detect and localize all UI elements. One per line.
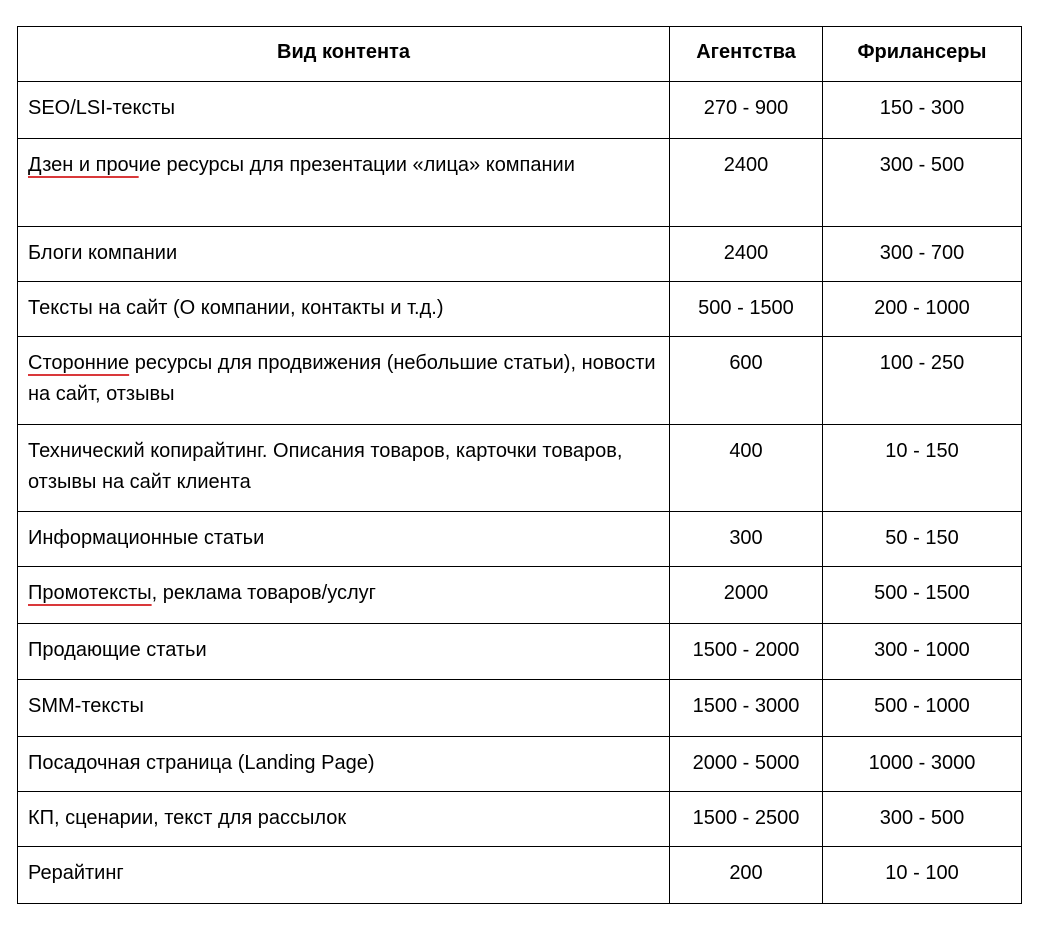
freelancers-price-cell: 500 - 1000 — [823, 680, 1022, 737]
table-row — [18, 567, 1022, 624]
agencies-price-cell: 1500 - 2500 — [670, 792, 823, 847]
freelancers-price-cell: 50 - 150 — [823, 512, 1022, 567]
header-freelancers: Фрилансеры — [823, 27, 1022, 82]
content-type-cell — [18, 737, 670, 792]
content-type-text: Технический копирайтинг. Описания товаров, карточки товаров, отзывы на сайт клиента — [28, 440, 623, 493]
table-row — [18, 512, 1022, 567]
content-type-cell — [18, 337, 670, 425]
content-type-cell — [18, 512, 670, 567]
freelancers-price-cell: 300 - 700 — [823, 227, 1022, 282]
content-type-cell — [18, 847, 670, 904]
header-agencies: Агентства — [670, 27, 823, 82]
content-type-text: ресурсы для продвижения (небольшие статьи), новости на сайт, отзывы — [28, 352, 656, 405]
table-row — [18, 737, 1022, 792]
table-row — [18, 139, 1022, 227]
header-content-type: Вид контента — [18, 27, 670, 82]
freelancers-price-cell: 200 - 1000 — [823, 282, 1022, 337]
freelancers-price-cell: 300 - 500 — [823, 792, 1022, 847]
content-type-cell — [18, 425, 670, 512]
agencies-price-cell: 2000 — [670, 567, 823, 624]
spellcheck-underlined-text[interactable]: Сторонние — [28, 352, 130, 374]
agencies-price-cell: 500 - 1500 — [670, 282, 823, 337]
price-table — [17, 26, 1022, 904]
freelancers-price-cell: 150 - 300 — [823, 82, 1022, 139]
table-row — [18, 282, 1022, 337]
content-type-text: ие ресурсы для презентации «лица» компании — [138, 154, 575, 176]
content-type-text: Блоги компании — [28, 242, 178, 264]
freelancers-price-cell: 300 - 1000 — [823, 624, 1022, 680]
freelancers-price-cell: 10 - 150 — [823, 425, 1022, 512]
agencies-price-cell: 2400 — [670, 227, 823, 282]
agencies-price-cell: 1500 - 3000 — [670, 680, 823, 737]
agencies-price-cell: 270 - 900 — [670, 82, 823, 139]
content-type-cell — [18, 624, 670, 680]
content-type-text: КП, сценарии, текст для рассылок — [28, 807, 347, 829]
content-type-cell — [18, 567, 670, 624]
content-type-text: SMM-тексты — [28, 695, 144, 717]
content-type-text: Продающие статьи — [28, 639, 207, 661]
table-row — [18, 227, 1022, 282]
content-type-cell — [18, 82, 670, 139]
table-row — [18, 680, 1022, 737]
freelancers-price-cell: 10 - 100 — [823, 847, 1022, 904]
content-type-cell — [18, 282, 670, 337]
freelancers-price-cell: 100 - 250 — [823, 337, 1022, 425]
agencies-price-cell: 2400 — [670, 139, 823, 227]
table-row — [18, 425, 1022, 512]
agencies-price-cell: 2000 - 5000 — [670, 737, 823, 792]
freelancers-price-cell: 300 - 500 — [823, 139, 1022, 227]
content-type-text: Информационные статьи — [28, 527, 265, 549]
table-row — [18, 624, 1022, 680]
content-type-cell — [18, 680, 670, 737]
content-type-cell — [18, 792, 670, 847]
content-type-text: Посадочная страница (Landing Page) — [28, 752, 375, 774]
freelancers-price-cell: 500 - 1500 — [823, 567, 1022, 624]
table-row — [18, 847, 1022, 904]
content-type-cell — [18, 139, 670, 227]
agencies-price-cell: 1500 - 2000 — [670, 624, 823, 680]
content-type-text: Тексты на сайт (О компании, контакты и т.д.) — [28, 297, 444, 319]
table-row — [18, 82, 1022, 139]
agencies-price-cell: 600 — [670, 337, 823, 425]
agencies-price-cell: 400 — [670, 425, 823, 512]
freelancers-price-cell: 1000 - 3000 — [823, 737, 1022, 792]
content-type-text: SEO/LSI-тексты — [28, 97, 176, 119]
table-row — [18, 337, 1022, 425]
content-type-cell — [18, 227, 670, 282]
header-row — [18, 27, 1022, 82]
table-row — [18, 792, 1022, 847]
agencies-price-cell: 200 — [670, 847, 823, 904]
spellcheck-underlined-text[interactable]: Промотексты — [28, 582, 152, 604]
spellcheck-underlined-text[interactable]: Дзен и проч — [28, 154, 139, 176]
content-type-text: Рерайтинг — [28, 862, 124, 884]
agencies-price-cell: 300 — [670, 512, 823, 567]
content-type-text: , реклама товаров/услуг — [151, 582, 376, 604]
